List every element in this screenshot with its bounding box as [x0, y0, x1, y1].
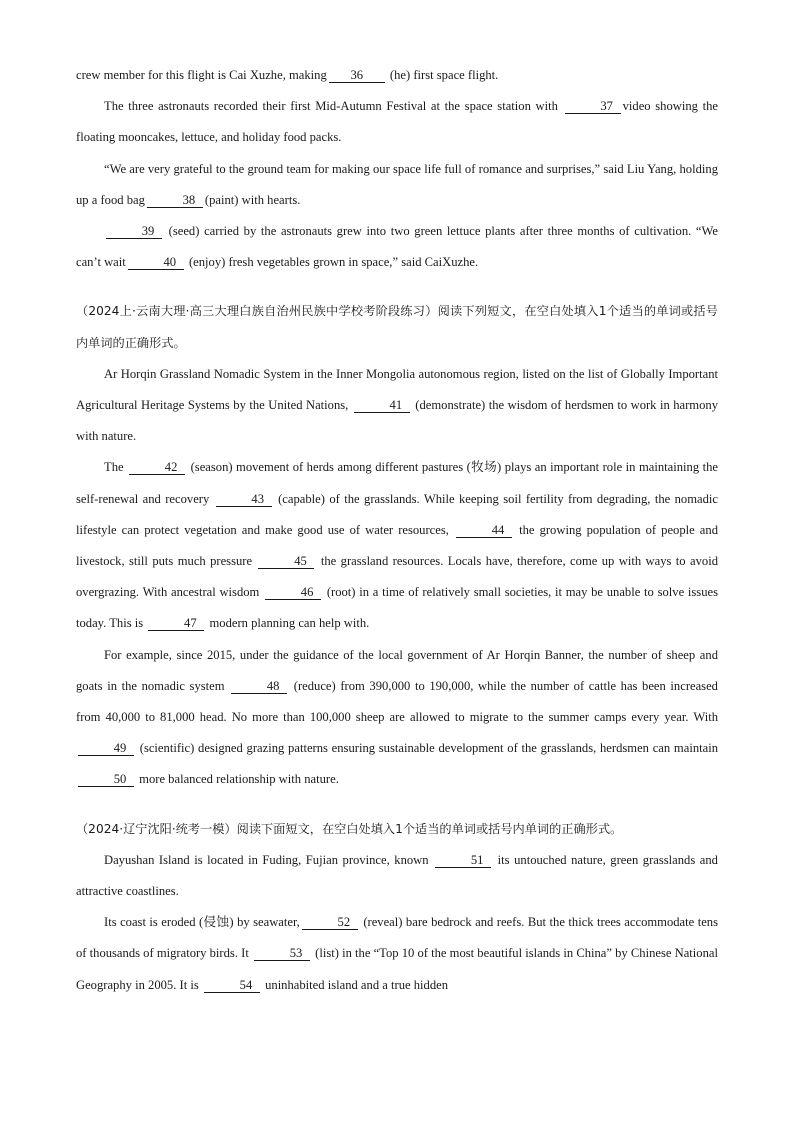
text-run: (list) in the “Top 10 of the most beautiful islands in China” by Chinese National Geography in 2005. It is	[76, 946, 718, 992]
text-run: Its coast is eroded (侵蚀) by seawater,	[104, 915, 300, 930]
text-run: (he) first space flight.	[389, 68, 499, 82]
blank-41[interactable]: 41	[354, 398, 410, 413]
text-run: (reveal) bare bedrock and reefs. But the thick trees accommodate tens of thousands of migratory birds. It	[76, 915, 718, 961]
text-run: The three astronauts recorded their first Mid-Autumn Festival at the space station with	[104, 99, 558, 114]
text-run: the grassland resources. Locals have, therefore, come up with ways to avoid overgrazing. With ancestral wisdom	[76, 554, 718, 600]
text-run: Ar Horqin Grassland Nomadic System in the Inner Mongolia autonomous region, listed on the list of Globally Important Agricultural Heritage Systems by the United Nations,	[76, 366, 718, 413]
blank-39[interactable]: 39	[106, 224, 162, 239]
paragraph-s1-2	[76, 91, 718, 153]
blank-51[interactable]: 51	[435, 853, 491, 868]
text-run: modern planning can help with.	[209, 616, 370, 631]
text-run: more balanced relationship with nature.	[139, 772, 339, 787]
blank-44[interactable]: 44	[456, 523, 512, 538]
text-run: (paint) with hearts.	[204, 192, 301, 207]
paragraph-s1-3	[76, 154, 718, 216]
paragraph-s2-1	[76, 359, 718, 453]
text-run: (demonstrate) the wisdom of herdsmen to work in harmony with nature.	[76, 398, 718, 444]
blank-43[interactable]: 43	[216, 492, 272, 507]
text-run: (season) movement of herds among different pastures (牧场) plays an important role in maintaining the self-renewal and recovery	[76, 460, 718, 506]
paragraph-s2-3	[76, 640, 718, 796]
text-run: (scientific) designed grazing patterns ensuring sustainable development of the grasslands, herdsmen can maintain	[139, 741, 718, 756]
section-gap	[76, 278, 718, 296]
blank-40[interactable]: 40	[128, 255, 184, 270]
text-run: (seed) carried by the astronauts grew into two green lettuce plants after three months of cultivation. “We can’t wait	[76, 224, 718, 270]
section-gap	[76, 796, 718, 814]
text-run: the growing population of people and livestock, still puts much pressure	[76, 522, 718, 569]
text-run: uninhabited island and a true hidden	[265, 977, 449, 992]
paragraph-s3-2	[76, 907, 718, 1001]
blank-47[interactable]: 47	[148, 616, 204, 631]
text-run: video showing the floating mooncakes, lettuce, and holiday food packs.	[76, 99, 718, 145]
text-run: (enjoy) fresh vegetables grown in space,” said CaiXuzhe.	[188, 255, 479, 270]
text-run: “We are very grateful to the ground team for making our space life full of romance and surprises,” said Liu Yang, holding up a food bag	[76, 161, 718, 207]
blank-54[interactable]: 54	[204, 978, 260, 993]
text-run: (capable) of the grasslands. While keeping soil fertility from degrading, the nomadic lifestyle can protect vegetation and make good use of water resources,	[76, 491, 718, 537]
paragraph-s3-1	[76, 845, 718, 907]
text-run: its untouched nature, green grasslands and attractive coastlines.	[76, 852, 718, 899]
blank-53[interactable]: 53	[254, 946, 310, 961]
text-run: (root) in a time of relatively small societies, it may be unable to solve issues today. This is	[76, 585, 718, 631]
text-run: For example, since 2015, under the guidance of the local government of Ar Horqin Banner, the number of sheep and goats in the nomadic system	[76, 647, 718, 693]
text-run: (reduce) from 390,000 to 190,000, while the number of cattle has been increased from 40,000 to 81,000 head. No more than 100,000 sheep are allowed to migrate to the summer camps every year. With	[76, 678, 718, 725]
paragraph-s1-1	[76, 60, 718, 91]
paragraph-s1-4	[76, 216, 718, 278]
document-body	[76, 60, 718, 1001]
blank-46[interactable]: 46	[265, 585, 321, 600]
section-heading-2: （2024上·云南大理·高三大理白族自治州民族中学校考阶段练习）阅读下列短文，在空白处填入1个适当的单词或括号内单词的正确形式。	[76, 304, 718, 350]
blank-50[interactable]: 50	[78, 772, 134, 787]
blank-52[interactable]: 52	[302, 915, 358, 930]
text-run: Dayushan Island is located in Fuding, Fujian province, known	[104, 852, 429, 867]
paragraph-s2-2	[76, 452, 718, 639]
blank-36[interactable]: 36	[329, 68, 385, 83]
text-run: The	[104, 460, 124, 475]
blank-37[interactable]: 37	[565, 99, 621, 114]
text-run: crew member for this flight is Cai Xuzhe, making	[76, 68, 327, 82]
blank-48[interactable]: 48	[231, 679, 287, 694]
blank-38[interactable]: 38	[147, 193, 203, 208]
section-heading-3: （2024·辽宁沈阳·统考一模）阅读下面短文，在空白处填入1个适当的单词或括号内单词的正确形式。	[76, 821, 623, 836]
blank-42[interactable]: 42	[129, 460, 185, 475]
blank-45[interactable]: 45	[258, 554, 314, 569]
blank-49[interactable]: 49	[78, 741, 134, 756]
